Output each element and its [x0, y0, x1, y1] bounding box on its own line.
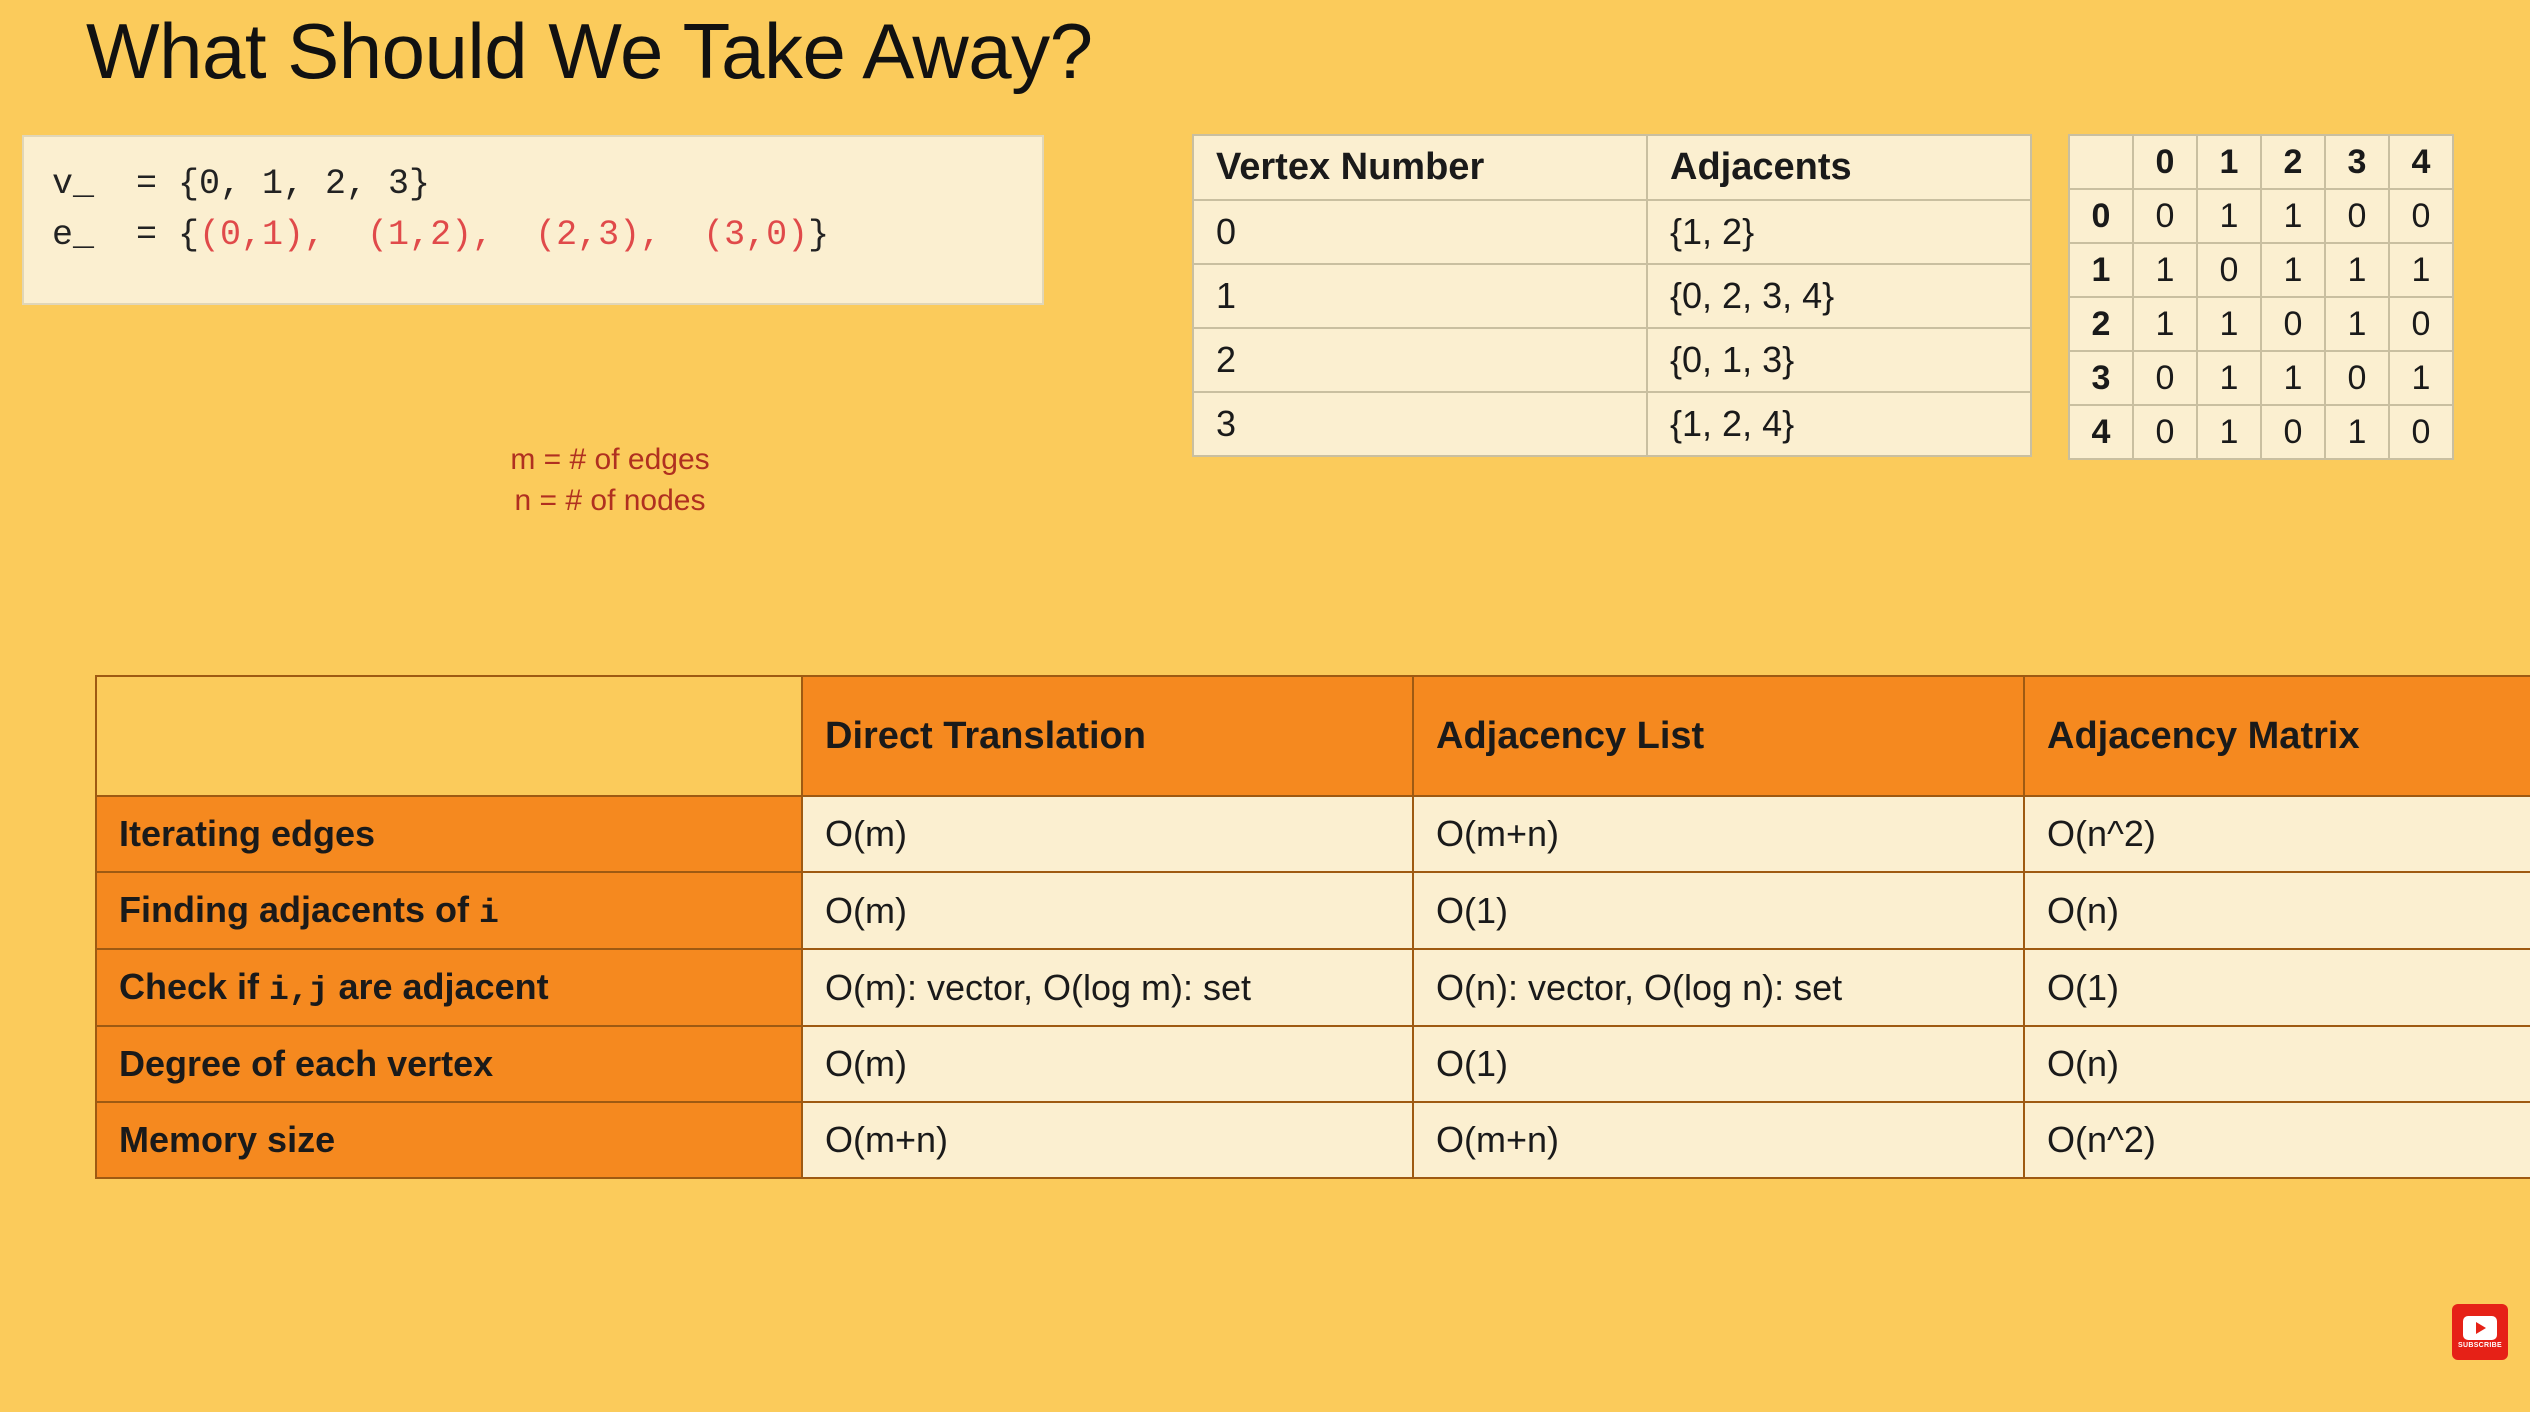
subscribe-label: SUBSCRIBE	[2458, 1341, 2502, 1349]
row-label-tail: are adjacent	[328, 966, 549, 1007]
cell-matrix: O(n^2)	[2024, 1102, 2530, 1178]
matrix-cell: 1	[2325, 243, 2389, 297]
cell-adjacents: {1, 2, 4}	[1647, 392, 2031, 456]
row-label-iterating-edges	[96, 796, 802, 872]
matrix-cell: 1	[2325, 297, 2389, 351]
row-label-text: Finding adjacents of	[119, 889, 480, 930]
cell-vertex: 0	[1193, 200, 1647, 264]
matrix-cell: 0	[2261, 297, 2325, 351]
header-adjacency-matrix: Adjacency Matrix	[2024, 676, 2530, 796]
matrix-cell: 1	[2133, 243, 2197, 297]
youtube-subscribe-badge[interactable]	[2452, 1304, 2508, 1360]
matrix-cell: 1	[2197, 189, 2261, 243]
matrix-cell: 0	[2261, 405, 2325, 459]
table-row	[96, 949, 2530, 1026]
code-snippet-box	[22, 135, 1044, 305]
table-row	[1193, 200, 2031, 264]
note-nodes: n = # of nodes	[514, 483, 706, 517]
matrix-cell: 0	[2389, 189, 2453, 243]
cell-matrix: O(n^2)	[2024, 796, 2530, 872]
cell-adjacents: {0, 2, 3, 4}	[1647, 264, 2031, 328]
cell-list: O(m+n)	[1413, 1102, 2024, 1178]
matrix-cell: 1	[2197, 405, 2261, 459]
row-label-degree-vertex	[96, 1026, 802, 1102]
row-label-check-adjacent	[96, 949, 802, 1026]
matrix-row	[2069, 351, 2453, 405]
row-label-text: Check if	[119, 966, 270, 1007]
cell-vertex: 2	[1193, 328, 1647, 392]
matrix-cell: 1	[2325, 405, 2389, 459]
table-row	[1193, 392, 2031, 456]
code-edges-suffix: }	[808, 214, 830, 255]
cell-list: O(1)	[1413, 1026, 2024, 1102]
matrix-cell: 1	[2261, 243, 2325, 297]
cell-matrix: O(n)	[2024, 872, 2530, 949]
code-edges-tuples: (0,1), (1,2), (2,3), (3,0)	[199, 214, 809, 255]
matrix-cell: 0	[2133, 189, 2197, 243]
matrix-cell: 0	[2325, 189, 2389, 243]
table-row	[1193, 328, 2031, 392]
header-adjacents: Adjacents	[1647, 135, 2031, 200]
header-direct-translation: Direct Translation	[802, 676, 1413, 796]
matrix-corner-cell	[2069, 135, 2133, 189]
table-row	[96, 1102, 2530, 1178]
matrix-row-header: 0	[2069, 189, 2133, 243]
row-label-text: Degree of each vertex	[119, 1043, 494, 1084]
note-edges: m = # of edges	[510, 443, 710, 476]
matrix-row-header: 1	[2069, 243, 2133, 297]
matrix-cell: 1	[2389, 351, 2453, 405]
table-row	[96, 1026, 2530, 1102]
row-label-text: Memory size	[119, 1119, 336, 1160]
cell-adjacents: {0, 1, 3}	[1647, 328, 2031, 392]
matrix-cell: 1	[2389, 243, 2453, 297]
matrix-row-header: 3	[2069, 351, 2133, 405]
row-label-code: i	[479, 895, 499, 932]
table-header-row	[1193, 135, 2031, 200]
row-label-finding-adjacents	[96, 872, 802, 949]
cell-adjacents: {1, 2}	[1647, 200, 2031, 264]
cell-vertex: 1	[1193, 264, 1647, 328]
code-line-edges	[52, 210, 1014, 261]
row-label-memory-size	[96, 1102, 802, 1178]
matrix-cell: 1	[2133, 297, 2197, 351]
matrix-cell: 0	[2133, 405, 2197, 459]
matrix-row-header: 4	[2069, 405, 2133, 459]
matrix-header-row	[2069, 135, 2453, 189]
matrix-cell: 0	[2389, 297, 2453, 351]
cell-list: O(1)	[1413, 872, 2024, 949]
matrix-cell: 1	[2261, 351, 2325, 405]
matrix-row	[2069, 405, 2453, 459]
comparison-header-row	[96, 676, 2530, 796]
matrix-cell: 0	[2389, 405, 2453, 459]
matrix-row-header: 2	[2069, 297, 2133, 351]
matrix-col-header: 0	[2133, 135, 2197, 189]
play-icon	[2463, 1316, 2497, 1340]
matrix-cell: 1	[2261, 189, 2325, 243]
code-line-vertices	[52, 159, 1014, 210]
matrix-col-header: 2	[2261, 135, 2325, 189]
matrix-col-header: 1	[2197, 135, 2261, 189]
table-row	[1193, 264, 2031, 328]
table-row	[96, 796, 2530, 872]
row-label-text: Iterating edges	[119, 813, 376, 854]
cell-matrix: O(1)	[2024, 949, 2530, 1026]
matrix-cell: 0	[2133, 351, 2197, 405]
matrix-row	[2069, 189, 2453, 243]
cell-direct: O(m)	[802, 796, 1413, 872]
matrix-row	[2069, 297, 2453, 351]
cell-vertex: 3	[1193, 392, 1647, 456]
matrix-col-header: 4	[2389, 135, 2453, 189]
cell-direct: O(m)	[802, 872, 1413, 949]
matrix-row	[2069, 243, 2453, 297]
matrix-cell: 0	[2197, 243, 2261, 297]
matrix-cell: 0	[2325, 351, 2389, 405]
matrix-cell: 1	[2197, 297, 2261, 351]
cell-direct: O(m): vector, O(log m): set	[802, 949, 1413, 1026]
code-vertices-text: v_ = {0, 1, 2, 3}	[52, 164, 431, 204]
adjacency-list-table	[1192, 134, 2032, 457]
row-label-code: i,j	[269, 972, 329, 1009]
matrix-col-header: 3	[2325, 135, 2389, 189]
table-row	[96, 872, 2530, 949]
cell-matrix: O(n)	[2024, 1026, 2530, 1102]
header-vertex-number: Vertex Number	[1193, 135, 1647, 200]
matrix-cell: 1	[2197, 351, 2261, 405]
cell-direct: O(m+n)	[802, 1102, 1413, 1178]
cell-list: O(n): vector, O(log n): set	[1413, 949, 2024, 1026]
page-title: What Should We Take Away?	[86, 7, 1093, 95]
header-blank	[96, 676, 802, 796]
header-adjacency-list: Adjacency List	[1413, 676, 2024, 796]
code-edges-prefix: e_ = {	[52, 214, 200, 255]
cell-direct: O(m)	[802, 1026, 1413, 1102]
legend-notes	[330, 440, 890, 521]
complexity-comparison-table	[95, 675, 2530, 1179]
adjacency-matrix-table	[2068, 134, 2454, 460]
cell-list: O(m+n)	[1413, 796, 2024, 872]
